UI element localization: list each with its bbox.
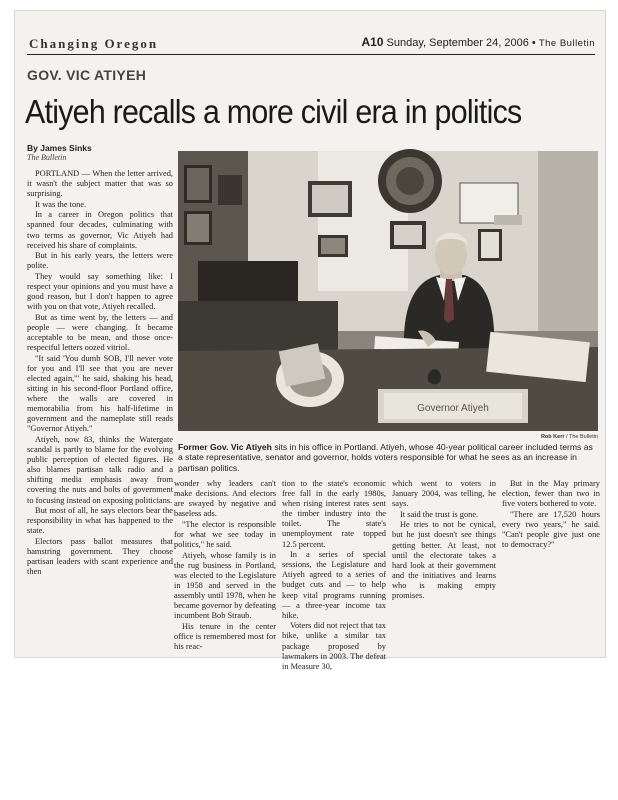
article-paragraph: But in his early years, the letters were polite.: [27, 251, 173, 271]
newspaper-name: The Bulletin: [538, 38, 595, 49]
caption-text: sits in his office in Portland. Atiyeh, whose 40-year political career included terms as a state representative, senator and governor, holds voters responsible for what he sees as an increase in partisan politics.: [178, 442, 593, 473]
article-paragraph: But in the May primary election, fewer than two in five voters bothered to vote.: [502, 479, 600, 509]
kicker: GOV. VIC ATIYEH: [27, 67, 147, 83]
article-paragraph: tion to the state's economic free fall in the early 1980s, when rising interest rates sent the timber industry into the toilet. The state's unemployment rate topped 12.5 percent.: [282, 479, 386, 549]
article-paragraph: It said the trust is gone.: [400, 509, 479, 519]
article-column-3: [282, 479, 386, 671]
photo-credit: [495, 434, 598, 440]
bullet-separator: •: [531, 37, 536, 49]
byline: [27, 143, 177, 162]
article-paragraph: "The elector is responsible for what we see today in politics," he said.: [174, 519, 276, 550]
article-photo: [178, 151, 598, 431]
article-paragraph: PORTLAND — When the letter arrived, it wasn't the subject matter that was so surprising.: [27, 169, 173, 199]
article-paragraph: He tries to not be cynical, but he just doesn't see things getting better. At least, not until the electorate takes a hard look at their government and the initiatives and learns who is making empty promises.: [392, 520, 496, 601]
article-paragraph: Voters did not reject that tax hike, unlike a similar tax package proposed by lawmakers in 2003. The defeat in Measure 30,: [282, 621, 386, 671]
article-paragraph: "There are 17,520 hours every two years," he said. "Can't people give just one to democracy?": [502, 509, 600, 550]
caption-lead: Former Gov. Vic Atiyeh: [178, 442, 272, 452]
photo-credit-name: Rob Kerr: [540, 434, 565, 440]
article-paragraph: But as time went by, the letters — and people — were changing. It became acceptable to be mean, and those once-respectful letters oozed vitriol.: [27, 312, 173, 353]
article-paragraph: In a career in Oregon politics that spanned four decades, culminating with two terms as governor, Vic Atiyeh had received his share of complaints.: [27, 210, 173, 250]
section-name: Changing Oregon: [29, 36, 159, 51]
article-paragraph: which went to voters in January 2004, was telling, he says.: [392, 479, 496, 509]
article-paragraph: Atiyeh, now 83, thinks the Watergate scandal is partly to blame for the evolving public perception of elected figures. He also blames partisan talk radio and a shifting media emphasis away from covering the nuts and bolts of government to focusing instead on exposing politicians.: [27, 434, 173, 505]
masthead: [27, 31, 595, 55]
article-paragraph: "It said 'You dumb SOB, I'll never vote for you and I'll see that you are never elected again,'" he said, shaking his head, sitting in his second-floor Portland office, where the walls are covered in memorabilia from his half-lifetime in government and the nameplate still reads "Governor Atiyeh.": [27, 353, 173, 434]
photo-credit-org: / The Bulletin: [564, 434, 598, 440]
article-column-2: [174, 479, 276, 654]
page-info: [361, 35, 595, 49]
article-paragraph: It was the tone.: [35, 199, 87, 209]
article-paragraph: But most of all, he says electors bear the responsibility in what has happened to the state.: [27, 506, 173, 536]
nameplate-text: Governor Atiyeh: [417, 403, 489, 414]
article-paragraph: Electors pass ballot measures that hamstring government. They choose partisan leaders with scant experience and then: [27, 536, 173, 577]
byline-name: By James Sinks: [27, 143, 92, 153]
page-number: A10: [361, 35, 384, 49]
article-column-1: [27, 169, 173, 654]
article-paragraph: In a series of special sessions, the Legislature and Atiyeh agreed to a series of budget cuts and — to help keep vital programs running — a three-year income tax hike.: [282, 550, 386, 620]
headline: Atiyeh recalls a more civil era in politics: [25, 93, 522, 130]
photo-caption: [178, 442, 598, 473]
article-column-4: [392, 479, 496, 654]
article-column-5: [502, 479, 600, 654]
article-paragraph: wonder why leaders can't make decisions. And electors are swayed by negative and baseless ads.: [174, 479, 276, 519]
article-paragraph: His tenure in the center office is remembered most for his reac-: [174, 621, 276, 651]
byline-org: The Bulletin: [27, 153, 67, 162]
article-paragraph: They would say something like: I respect your opinions and you must have a good reason, but I don't happen to agree with you on that vote, Atiyeh recalled.: [27, 271, 173, 312]
publication-date: Sunday, September 24, 2006: [386, 37, 529, 49]
newspaper-clipping: [14, 10, 606, 671]
article-paragraph: Atiyeh, whose family is in the rug business in Portland, was elected to the Legislature in 1958 and served in the assembly until 1978, when he became governor by defeating incumbent Bob Straub.: [174, 550, 276, 621]
